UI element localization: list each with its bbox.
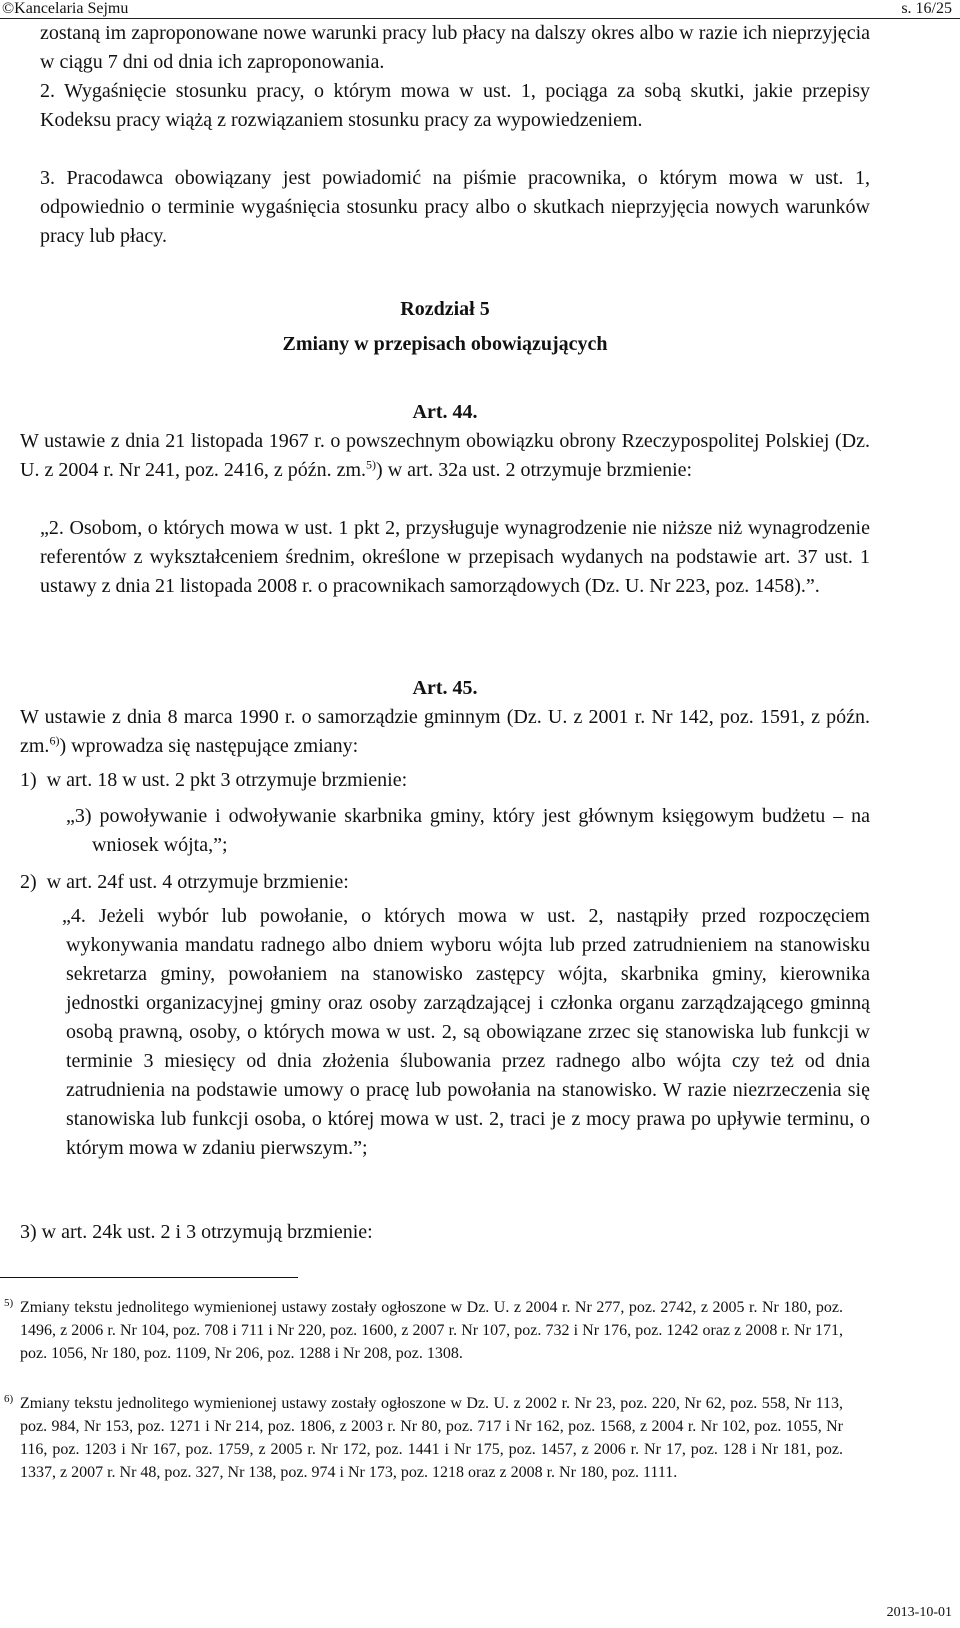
article-44-quote-text: „2. Osobom, o których mowa w ust. 1 pkt 2, przysługuje wynagrodzenie nie niższe niż wynagrodzenie referentów z wykształceniem średnim, określone w przepisach wydanych na podstawie art. 37 ust. 1 ustawy z dnia 21 listopada 2008 r. o pracownikach samorządowych (Dz. U. Nr 223, poz. 1458).”.: [40, 517, 870, 597]
amendment-1-quote: [20, 802, 870, 860]
article-45-intro-tail: ) wprowadza się następujące zmiany:: [59, 735, 359, 757]
amendment-2-quote-text: „4. Jeżeli wybór lub powołanie, o których mowa w ust. 2, nastąpiły przed rozpoczęciem wykonywania mandatu radnego albo dniem wyboru wójta lub przed zatrudnieniem na stanowisku sekretarza gminy, powołaniem na stanowisko zastępcy wójta, skarbnika gminy, kierownika jednostki organizacyjnej gminy oraz osoby zarządzającej i członka organu zarządzającego gminną osobą prawną, osoby, o których mowa w ust. 2, są obowiązane zrzec się stanowiska lub funkcji w terminie 3 miesięcy od dnia złożenia ślubowania przez radnego albo wójta czy też od dnia zatrudnienia na podstawie umowy o pracę lub powołania na stanowisko. W razie niezrzeczenia się stanowiska lub funkcji osoba, o której mowa w ust. 2, traci je z mocy prawa po upływie terminu, o którym mowa w zdaniu pierwszym.”;: [62, 905, 870, 1159]
header-page-number: s. 16/25: [901, 0, 952, 17]
article-45-intro-text: W ustawie z dnia 8 marca 1990 r. o samorządzie gminnym (Dz. U. z 2001 r. Nr 142, poz. 1591, z późn. zm.: [20, 706, 870, 757]
amendment-2-header: [20, 868, 870, 897]
article-45-intro: [20, 703, 870, 761]
footnote-ref-5[interactable]: 5): [366, 457, 377, 472]
footer-date: 2013-10-01: [886, 1605, 952, 1620]
chapter-title: Zmiany w przepisach obowiązujących: [282, 333, 608, 355]
footnote-6-text: Zmiany tekstu jednolitego wymienionej ustawy zostały ogłoszone w Dz. U. z 2002 r. Nr 23, poz. 220, Nr 62, poz. 558, Nr 113, poz. 984, Nr 153, poz. 1271 i Nr 214, poz. 1806, z 2003 r. Nr 80, poz. 717 i Nr 162, poz. 1568, z 2004 r. Nr 102, poz. 1055, Nr 116, poz. 1203 i Nr 167, poz. 1759, z 2005 r. Nr 172, poz. 1441 i Nr 175, poz. 1457, z 2006 r. Nr 17, poz. 128 i Nr 181, poz. 1337, z 2007 r. Nr 48, poz. 327, Nr 138, poz. 974 i Nr 173, poz. 1218 oraz z 2008 r. Nr 180, poz. 1111.: [20, 1395, 843, 1481]
amendment-3-header: [20, 1218, 870, 1247]
paragraph-1: zostaną im zaproponowane nowe warunki pracy lub płacy na dalszy okres albo w razie ich nieprzyjęcia w ciągu 7 dni od dnia ich zaproponowania.: [40, 22, 870, 73]
paragraph-3: 3. Pracodawca obowiązany jest powiadomić na piśmie pracownika, o którym mowa w ust. 1, odpowiednio o terminie wygaśnięcia stosunku pracy albo o skutkach nieprzyjęcia nowych warunków pracy lub płacy.: [40, 167, 870, 247]
footnote-5: [0, 1296, 843, 1365]
footnote-5-mark: 5): [4, 1297, 14, 1309]
article-44-intro-tail: ) w art. 32a ust. 2 otrzymuje brzmienie:: [376, 459, 693, 481]
paragraph-continued: [20, 19, 870, 77]
amendment-1-header: [20, 766, 870, 795]
article-44-intro: [20, 427, 870, 485]
paragraph-2: 2. Wygaśnięcie stosunku pracy, o którym mowa w ust. 1, pociąga za sobą skutki, jakie przepisy Kodeksu pracy wiążą z rozwiązaniem stosunku pracy za wypowiedzeniem.: [40, 80, 870, 131]
amendment-3-text: 3) w art. 24k ust. 2 i 3 otrzymują brzmienie:: [20, 1221, 373, 1243]
article-44-intro-text: W ustawie z dnia 21 listopada 1967 r. o powszechnym obowiązku obrony Rzeczypospolitej Polskiej (Dz. U. z 2004 r. Nr 241, poz. 2416, z późn. zm.: [20, 430, 870, 481]
footnote-6: [0, 1392, 843, 1484]
chapter-number: Rozdział 5: [400, 298, 490, 320]
amendment-1-text: 1) w art. 18 w ust. 2 pkt 3 otrzymuje brzmienie:: [20, 769, 408, 791]
footnote-6-mark: 6): [4, 1393, 14, 1405]
paragraph-3-block: [20, 164, 870, 251]
header-source: ©Kancelaria Sejmu: [2, 0, 129, 17]
paragraph-2-block: [20, 77, 870, 135]
amendment-1-quote-text: „3) powoływanie i odwoływanie skarbnika gminy, który jest głównym księgowym budżetu – na wniosek wójta,”;: [66, 805, 870, 856]
footnote-ref-6[interactable]: 6): [49, 733, 60, 748]
footnote-5-text: Zmiany tekstu jednolitego wymienionej ustawy zostały ogłoszone w Dz. U. z 2004 r. Nr 277, poz. 2742, z 2005 r. Nr 180, poz. 1496, z 2006 r. Nr 104, poz. 708 i 711 i Nr 220, poz. 1600, z 2007 r. Nr 107, poz. 732 i Nr 176, poz. 1242 oraz z 2008 r. Nr 171, poz. 1056, Nr 180, poz. 1109, Nr 206, poz. 1288 i Nr 208, poz. 1308.: [20, 1299, 843, 1362]
footnote-separator: [0, 1277, 298, 1278]
article-45-title: Art. 45.: [412, 677, 478, 699]
article-44-title: Art. 44.: [412, 401, 478, 423]
amendment-2-text: 2) w art. 24f ust. 4 otrzymuje brzmienie:: [20, 871, 349, 893]
article-44-quote: [20, 514, 870, 601]
amendment-2-quote: [20, 902, 870, 1163]
